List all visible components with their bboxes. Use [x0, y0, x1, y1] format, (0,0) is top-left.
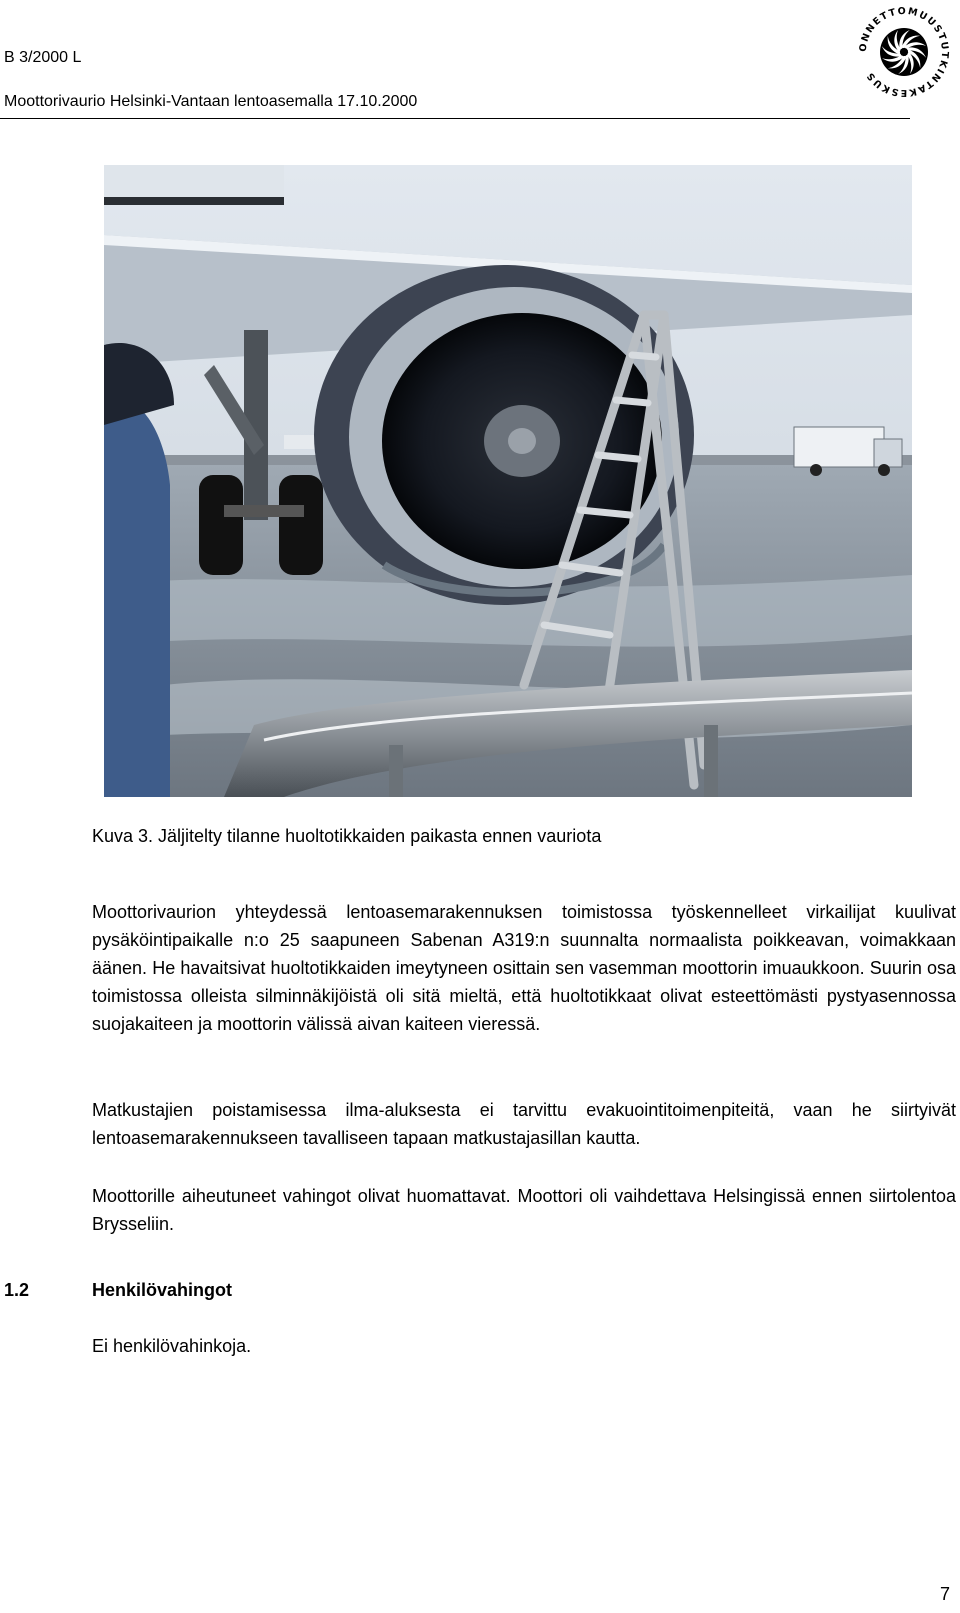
- svg-text:ONNETTOMUUSTUTKINTAKESKUS: ONNETTOMUUSTUTKINTAKESKUS: [857, 5, 951, 99]
- paragraph-1: Moottorivaurion yhteydessä lentoasemarakennuksen toimistossa työskennelleet virkailijat kuulivat pysäköintipaikalle n:o 25 saapuneen Sabenan A319:n suunnalta normaalista poikkeavan, voimakkaan äänen. He havaitsivat huoltotikkaiden imeytyneen osittain sen vasemman moottorin imuaukkoon. Suurin osa toimistossa olleista silminnäkijöistä oli sitä mieltä, että huoltotikkaat olivat esteettömästi pystyasennossa suojakaiteen ja moottorin välissä aivan kaiteen vieressä.: [92, 902, 956, 1034]
- figure-photo: [104, 165, 912, 797]
- agency-logo: [856, 4, 952, 100]
- header-divider: [0, 118, 910, 119]
- report-code: B 3/2000 L: [4, 49, 82, 66]
- paragraph-2: Matkustajien poistamisessa ilma-aluksesta ei tarvittu evakuointitoimenpiteitä, vaan he siirtyivät lentoasemarakennukseen tavalliseen tapaan matkustajasillan kautta.: [92, 1100, 956, 1148]
- section-title: Henkilövahingot: [92, 1280, 233, 1300]
- report-title: Moottorivaurio Helsinki-Vantaan lentoasemalla 17.10.2000: [4, 93, 418, 110]
- figure-caption: Kuva 3. Jäljitelty tilanne huoltotikkaiden paikasta ennen vauriota: [92, 826, 602, 846]
- engine-ladder-illustration: [104, 165, 912, 797]
- paragraph-3: Moottorille aiheutuneet vahingot olivat huomattavat. Moottori oli vaihdettava Helsingissä ennen siirtolentoa Brysseliin.: [92, 1186, 956, 1234]
- page-number: 7: [940, 1584, 951, 1604]
- section-body: Ei henkilövahinkoja.: [92, 1336, 252, 1356]
- section-number: 1.2: [4, 1280, 30, 1300]
